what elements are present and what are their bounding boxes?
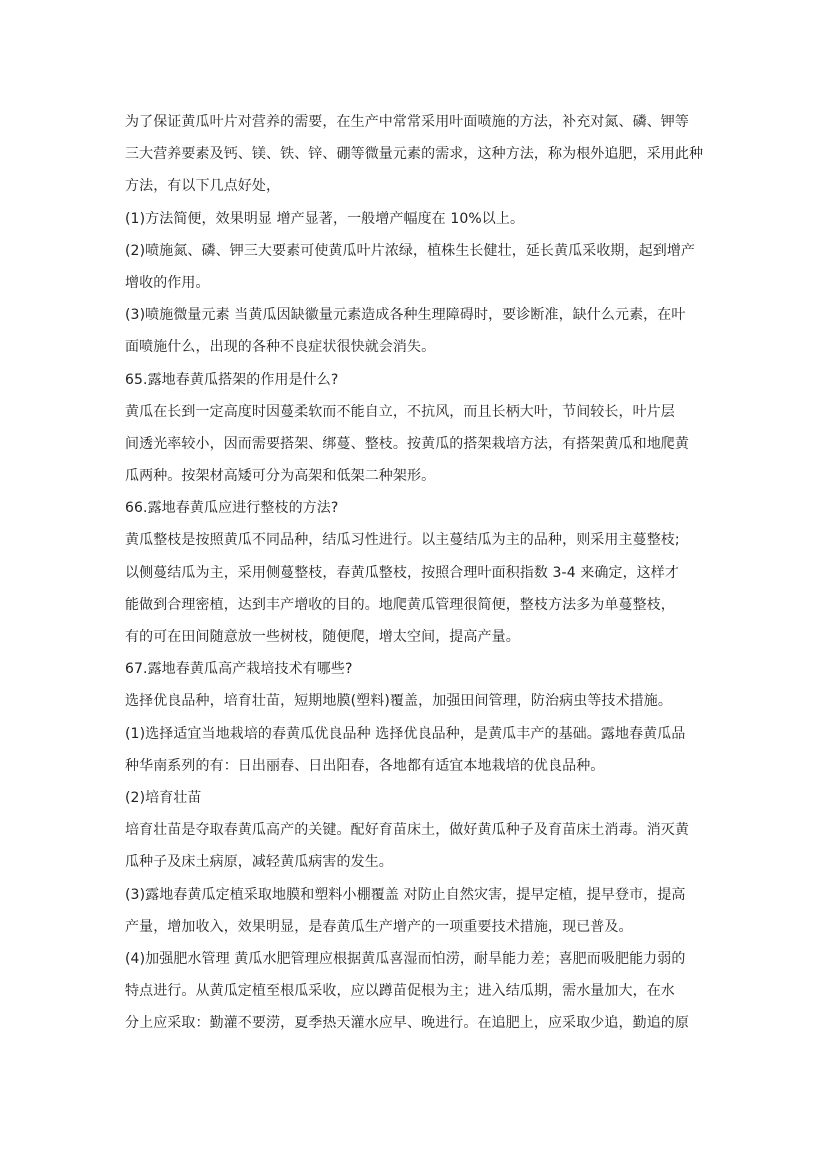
text-line: (2)喷施氮、磷、钾三大要素可使黄瓜叶片浓绿，植株生长健壮，延长黄瓜采收期，起到增产 (125, 242, 696, 259)
text-line: (1)选择适宜当地栽培的春黄瓜优良品种 选择优良品种，是黄瓜丰产的基础。露地春黄瓜品 (125, 725, 686, 742)
text-line: 增收的作用。 (125, 274, 210, 291)
text-line: 黄瓜在长到一定高度时因蔓柔软而不能自立，不抗风，而且长柄大叶，节间较长，叶片层 (125, 403, 675, 420)
text-line: 有的可在田间随意放一些树枝，随便爬，增太空间，提高产量。 (125, 629, 520, 645)
text-line: 分上应采取：勤灌不要涝，夏季热天灌水应早、晚进行。在追肥上，应采取少追，勤追的原 (125, 1015, 689, 1032)
text-line: 产量，增加收入，效果明显，是春黄瓜生产增产的一项重要技术措施，现已普及。 (125, 918, 633, 935)
text-line: 面喷施什么，出现的各种不良症状很快就会消失。 (125, 339, 436, 356)
text-line: 能做到合理密植，达到丰产增收的目的。地爬黄瓜管理很简便，整枝方法多为单蔓整枝， (125, 596, 675, 613)
text-line: 方法，有以下几点好处， (125, 178, 281, 195)
text-line: (2)培育壮苗 (125, 789, 202, 806)
text-line: (3)露地春黄瓜定植采取地膜和塑料小棚覆盖 对防止自然灾害，提早定植，提早登市，提高 (125, 886, 686, 903)
text-line: 培育壮苗是夺取春黄瓜高产的关键。配好育苗床土，做好黄瓜种子及育苗床土消毒。消灭黄 (125, 822, 689, 839)
text-line: 为了保证黄瓜叶片对营养的需要，在生产中常常采用叶面喷施的方法，补充对氮、磷、钾等 (125, 114, 689, 130)
text-line: (1)方法简便，效果明显 增产显著，一般增产幅度在 10%以上。 (125, 210, 525, 227)
text-line: 三大营养要素及钙、镁、铁、锌、硼等微量元素的需求，这种方法，称为根外追肥，采用此种 (125, 146, 704, 163)
section-heading: 67.露地春黄瓜高产栽培技术有哪些? (125, 661, 353, 678)
text-line: 瓜两种。按架材高矮可分为高架和低架二种架形。 (125, 468, 436, 485)
text-line: 以侧蔓结瓜为主，采用侧蔓整枝，春黄瓜整枝，按照合理叶面积指数 3-4 来确定，这样才 (125, 564, 679, 581)
text-line: 黄瓜整枝是按照黄瓜不同品种，结瓜习性进行。以主蔓结瓜为主的品种，则采用主蔓整枝; (125, 532, 680, 549)
text-line: 种华南系列的有：日出丽春、日出阳春，各地都有适宜本地栽培的优良品种。 (125, 757, 605, 774)
text-line: 间透光率较小，因而需要搭架、绑蔓、整枝。按黄瓜的搭架栽培方法，有搭架黄瓜和地爬黄 (125, 435, 689, 452)
text-line: 特点进行。从黄瓜定植至根瓜采收，应以蹲苗促根为主；进入结瓜期，需水量加大，在水 (125, 983, 675, 1000)
document-body (125, 106, 705, 1039)
text-line: (3)喷施微量元素 当黄瓜因缺徽量元素造成各种生理障碍时，要诊断准，缺什么元素，在叶 (125, 307, 686, 324)
section-heading: 66.露地春黄瓜应进行整枝的方法? (125, 500, 339, 517)
text-line: 选择优良品种，培育壮苗，短期地膜(塑料)覆盖，加强田间管理，防治病虫等技术措施。 (125, 693, 672, 710)
section-heading: 65.露地春黄瓜搭架的作用是什么? (125, 371, 339, 388)
text-line: (4)加强肥水管理 黄瓜水肥管理应根据黄瓜喜湿而怕涝，耐旱能力差；喜肥而吸肥能力弱的 (125, 950, 686, 967)
text-line: 瓜种子及床土病原，减轻黄瓜病害的发生。 (125, 854, 393, 871)
